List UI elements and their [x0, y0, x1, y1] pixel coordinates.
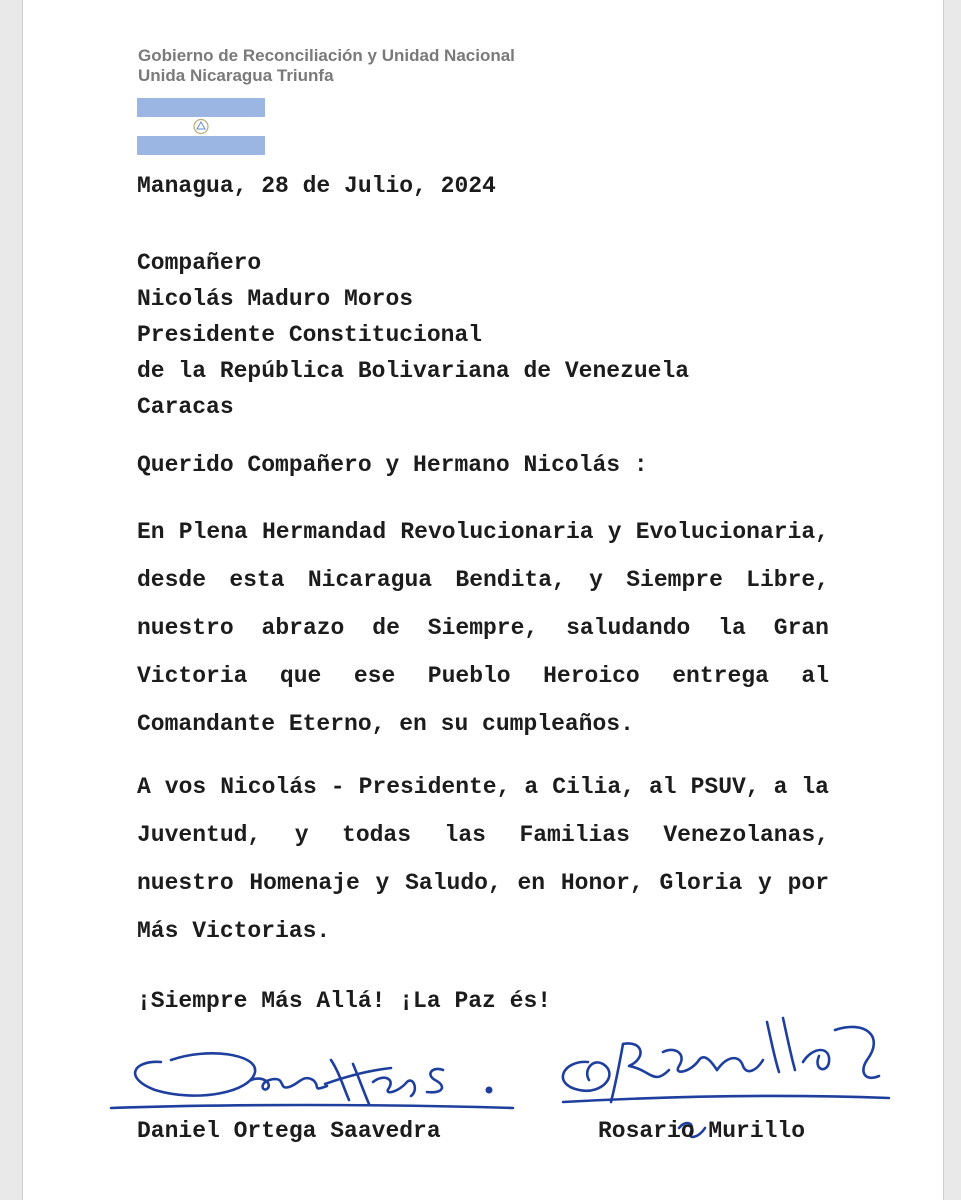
- body-paragraph: En Plena Hermandad Revolucionaria y Evolucionaria, desde esta Nicaragua Bendita, y Siempre Libre, nuestro abrazo de Siempre, saludando la Gran Victoria que ese Pueblo Heroico entrega al Comandante Eterno, en su cumpleaños.: [137, 519, 829, 737]
- recipient-title: Compañero: [137, 250, 262, 276]
- signatures-layer: [23, 0, 945, 1200]
- signatory-name-daniel-ortega: Daniel Ortega Saavedra: [137, 1118, 441, 1144]
- recipient-name: Nicolás Maduro Moros: [137, 286, 414, 312]
- closing-line: ¡Siempre Más Allá! ¡La Paz és!: [137, 988, 552, 1014]
- letter-date: Managua, 28 de Julio, 2024: [137, 173, 496, 199]
- recipient-city: Caracas: [137, 394, 234, 420]
- recipient-country: de la República Bolivariana de Venezuela: [137, 358, 690, 384]
- letter-page: [22, 0, 944, 1200]
- recipient-position: Presidente Constitucional: [137, 322, 483, 348]
- letterhead-slogan: Unida Nicaragua Triunfa: [138, 66, 334, 85]
- signatory-name-rosario-murillo: Rosario Murillo: [598, 1118, 806, 1144]
- letterhead-government-name: Gobierno de Reconciliación y Unidad Nacional: [138, 46, 515, 65]
- signature-daniel-ortega: [111, 1053, 513, 1108]
- body-paragraph: A vos Nicolás - Presidente, a Cilia, al PSUV, a la Juventud, y todas las Familias Venezolanas, nuestro Homenaje y Saludo, en Honor, Gloria y por Más Victorias.: [137, 774, 829, 944]
- salutation: Querido Compañero y Hermano Nicolás :: [137, 452, 648, 478]
